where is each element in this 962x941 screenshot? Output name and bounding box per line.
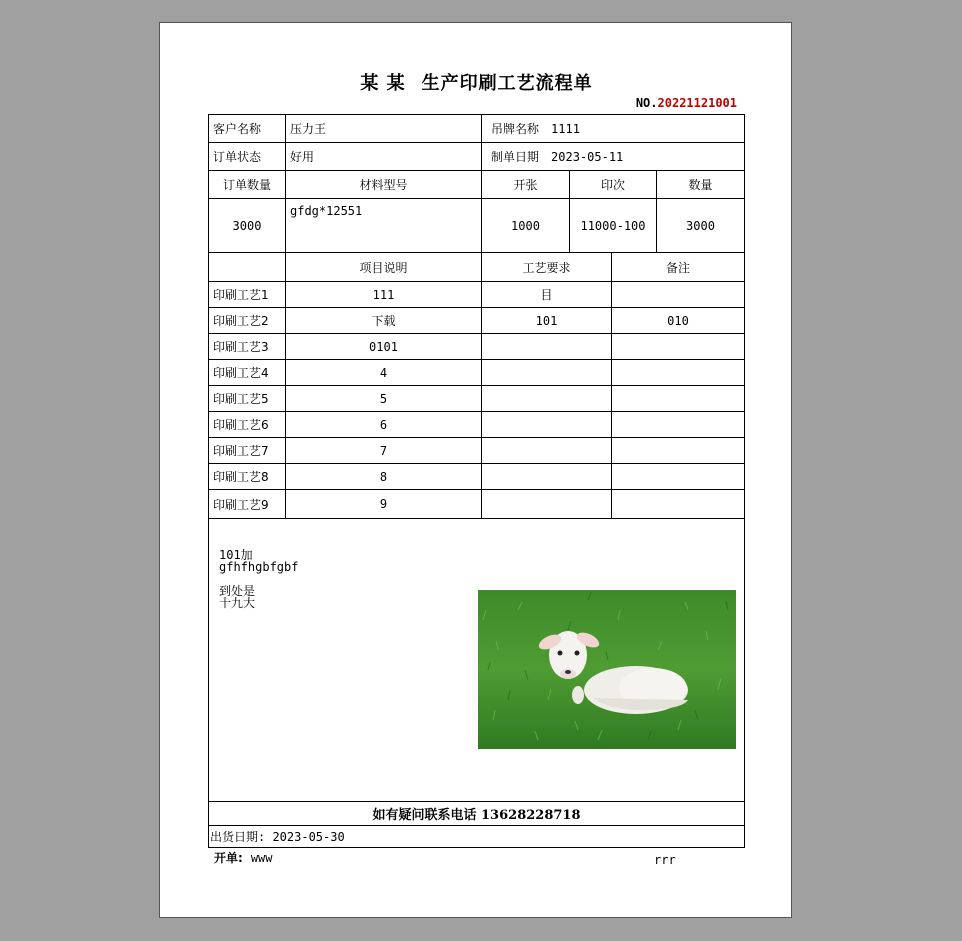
process-row-name: 印刷工艺7 (208, 437, 286, 464)
customer-value: 压力王 (285, 114, 482, 143)
process-row-req (481, 333, 612, 360)
process-row-desc: 7 (285, 437, 482, 464)
order-qty-value: 3000 (208, 198, 286, 253)
process-row-req (481, 411, 612, 438)
process-row-name: 印刷工艺5 (208, 385, 286, 412)
print-count-header: 印次 (569, 170, 657, 199)
process-row-desc: 0101 (285, 333, 482, 360)
process-row-note (611, 385, 745, 412)
process-row-desc: 4 (285, 359, 482, 386)
process-row-req (481, 489, 612, 519)
tag-value: 1111 (551, 121, 580, 136)
process-row-req (481, 385, 612, 412)
order-number (636, 96, 737, 110)
material-header: 材料型号 (285, 170, 482, 199)
quantity-value: 3000 (656, 198, 745, 253)
status-label: 订单状态 (208, 142, 286, 171)
date-label: 制单日期 (491, 150, 540, 164)
title-company: 某 某 (360, 73, 406, 94)
sheets-header: 开张 (481, 170, 570, 199)
process-row-note (611, 359, 745, 386)
process-row-name: 印刷工艺4 (208, 359, 286, 386)
issuer (214, 849, 273, 866)
process-row-req (481, 359, 612, 386)
status-value: 好用 (285, 142, 482, 171)
contact-phone: 如有疑问联系电话 13628228718 (208, 801, 745, 826)
notes-text: 101加 gfhfhgbfgbf 到处是 十九大 (219, 548, 299, 610)
process-row-name: 印刷工艺1 (208, 281, 286, 308)
issuer-label: 开单: (214, 851, 243, 865)
print-page (159, 22, 792, 918)
process-row-note (611, 437, 745, 464)
process-header-blank (208, 252, 286, 282)
process-row-name: 印刷工艺3 (208, 333, 286, 360)
process-row-note (611, 333, 745, 360)
process-row-req (481, 463, 612, 490)
customer-label: 客户名称 (208, 114, 286, 143)
order-number-value: 20221121001 (657, 96, 737, 110)
tag-label: 吊牌名称 (491, 122, 540, 136)
process-row-name: 印刷工艺9 (208, 489, 286, 519)
page-title (160, 69, 793, 95)
process-row-req (481, 437, 612, 464)
desc-header: 项目说明 (285, 252, 482, 282)
process-row-note: 010 (611, 307, 745, 334)
process-row-name: 印刷工艺2 (208, 307, 286, 334)
process-row-note (611, 463, 745, 490)
date-cell (481, 142, 745, 171)
process-row-desc: 下载 (285, 307, 482, 334)
process-row-desc: 8 (285, 463, 482, 490)
requirement-header: 工艺要求 (481, 252, 612, 282)
print-count-value: 11000-100 (569, 198, 657, 253)
footer-right-text: rrr (654, 853, 676, 867)
quantity-header: 数量 (656, 170, 745, 199)
process-row-desc: 111 (285, 281, 482, 308)
order-number-label: NO. (635, 96, 658, 110)
process-row-desc: 9 (285, 489, 482, 519)
order-qty-header: 订单数量 (208, 170, 286, 199)
date-value: 2023-05-11 (551, 149, 624, 164)
process-row-note (611, 281, 745, 308)
form-table (208, 114, 745, 847)
note-header: 备注 (611, 252, 745, 282)
notes-area (208, 518, 745, 802)
process-row-req: 目 (481, 281, 612, 308)
tag-cell (481, 114, 745, 143)
sheets-value: 1000 (481, 198, 570, 253)
process-row-desc: 5 (285, 385, 482, 412)
process-row-note (611, 411, 745, 438)
process-row-name: 印刷工艺6 (208, 411, 286, 438)
process-row-req: 101 (481, 307, 612, 334)
lamb-photo (478, 590, 736, 749)
material-value: gfdg*12551 (285, 198, 482, 253)
issuer-value: www (250, 851, 273, 865)
title-main: 生产印刷工艺流程单 (421, 73, 593, 94)
process-row-note (611, 489, 745, 519)
process-row-name: 印刷工艺8 (208, 463, 286, 490)
ship-date (208, 825, 745, 848)
process-row-desc: 6 (285, 411, 482, 438)
ship-date-text: 出货日期: 2023-05-30 (210, 830, 345, 844)
